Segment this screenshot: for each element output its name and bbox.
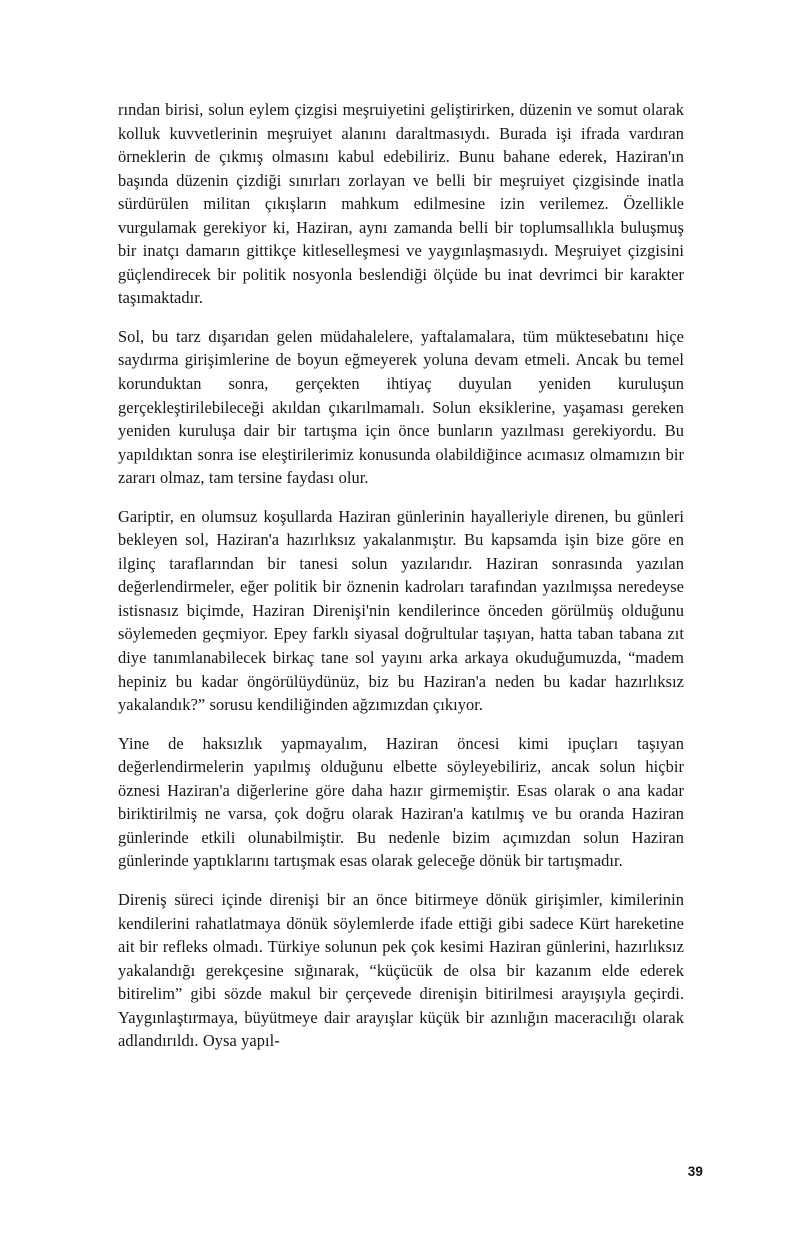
page-body-text <box>118 98 684 1053</box>
paragraph: Direniş süreci içinde direnişi bir an önce bitirmeye dönük girişimler, kimilerinin kendilerini rahatlatmaya dönük söylemlerde ifade ettiği gibi sadece Kürt hareketine ait bir refleks olmadı. Türkiye solunun pek çok kesimi Haziran günlerini, hazırlıksız yakalandığı gerekçesine sığınarak, “küçücük de olsa bir kazanım elde ederek bitirelim” gibi sözde makul bir çerçevede direnişin bitirilmesi arayışıyla geçirdi. Yaygınlaştırmaya, büyütmeye dair arayışlar küçük bir azınlığın maceracılığı olarak adlandırıldı. Oysa yapıl- <box>118 889 684 1051</box>
paragraph: Sol, bu tarz dışarıdan gelen müdahalelere, yaftalamalara, tüm müktesebatını hiçe saydırma girişimlerine de boyun eğmeyerek yoluna devam etmeli. Ancak bu temel korunduktan sonra, gerçekten ihtiyaç duyulan yeniden kuruluşun gerçekleştirilebileceği akıldan çıkarılmamalı. Solun eksiklerine, yaşaması gereken yeniden kuruluşa dair bir tartışma için önce bunların yazılması gerekiyordu. Bu yapıldıktan sonra ise eleştirilerimiz konusunda olabildiğince acımasız olmamızın bir zararı olmaz, tam tersine faydası olur. <box>118 326 684 488</box>
page-number: 39 <box>687 1164 703 1179</box>
paragraph: Yine de haksızlık yapmayalım, Haziran öncesi kimi ipuçları taşıyan değerlendirmelerin yapılmış olduğunu elbette söyleyebiliriz, ancak solun hiçbir öznesi Haziran'a diğerlerine göre daha hazır girmemiştir. Esas olarak o ana kadar biriktirilmiş ne varsa, çok doğru olarak Haziran'a katılmış ve bu oranda Haziran günlerinde etkili olunabilmiştir. Bu nedenle bizim açımızdan solun Haziran günlerinde yaptıklarını tartışmak esas olarak geleceğe dönük bir tartışmadır. <box>118 733 684 871</box>
paragraph: Gariptir, en olumsuz koşullarda Haziran günlerinin hayalleriyle direnen, bu günleri bekleyen sol, Haziran'a hazırlıksız yakalanmıştır. Bu kapsamda işin bize göre en ilginç taraflarından bir tanesi solun yazılarıdır. Haziran sonrasında yazılan değerlendirmeler, eğer politik bir öznenin kadroları tarafından yazılmışsa neredeyse istisnasız biçimde, Haziran Direnişi'nin kendilerince önceden görülmüş olduğunu söylemeden geçmiyor. Epey farklı siyasal doğrultular taşıyan, hatta taban tabana zıt diye tanımlanabilecek birkaç tane sol yayını arka arkaya okuduğumuzda, “madem hepiniz bu kadar öngörülüydünüz, biz bu Haziran'a neden bu kadar hazırlıksız yakalandık?” sorusu kendiliğinden ağzımızdan çıkıyor. <box>118 506 684 715</box>
paragraph: rından birisi, solun eylem çizgisi meşruiyetini geliştirirken, düzenin ve somut olarak kolluk kuvvetlerinin meşruiyet alanını daraltmasıydı. Burada işi ifrada vardıran örneklerin de çıkmış olmasını kabul edebiliriz. Bunu bahane ederek, Haziran'ın başında düzenin çizdiği sınırları zorlayan ve belli bir meşruiyet çizgisinde inatla sürdürülen militan çıkışların mahkum edilmesine izin verilemez. Özellikle vurgulamak gerekiyor ki, Haziran, aynı zamanda belli bir toplumsallıkla buluşmuş bir inatçı damarın gittikçe kitleselleşmesi ve yaygınlaşmasıydı. Meşruiyet çizgisini güçlendirecek bir politik nosyonla beslendiği ölçüde bu inat devrimci bir karakter taşımaktadır. <box>118 100 684 308</box>
